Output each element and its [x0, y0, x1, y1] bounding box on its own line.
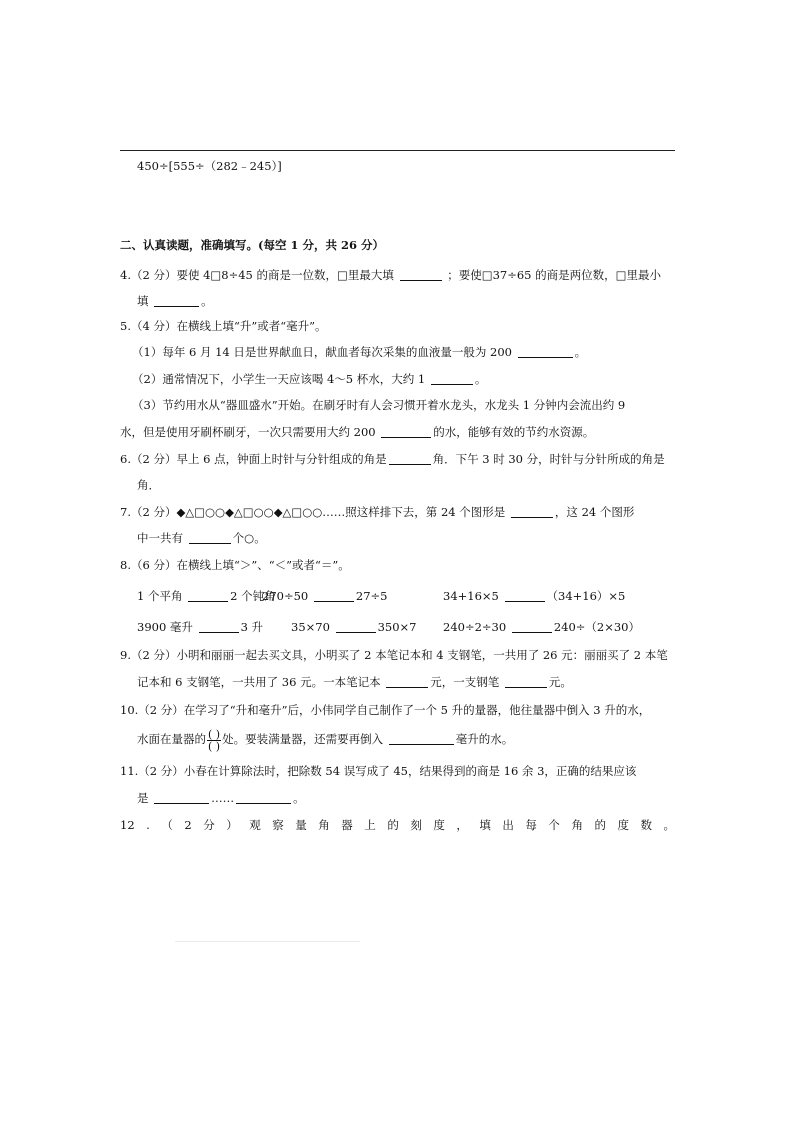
compare-left: 35×70: [291, 620, 330, 634]
q6-text-a: 6.（2 分）早上 6 点，钟面上时针与分针组成的角是: [120, 452, 387, 466]
question-7-line-1: [120, 504, 634, 520]
question-5-intro: 5.（4 分）在横线上填“升”或者“毫升”。: [120, 319, 327, 333]
top-expression: 450÷[555÷（282﹣245）]: [137, 159, 282, 173]
q12-char: 量: [295, 818, 307, 832]
q5-s1-text: （1）每年 6 月 14 日是世界献血日，献血者每次采集的血液量一般为 200: [132, 345, 512, 359]
fraction-blank[interactable]: [207, 729, 221, 752]
q12-char: 填: [479, 818, 491, 832]
q12-char: 察: [272, 818, 284, 832]
q12-char: 度: [617, 818, 629, 832]
q12-char: 度: [433, 818, 445, 832]
q9-text-b: 元，一支钢笔: [430, 675, 500, 689]
q12-char: 角: [318, 818, 330, 832]
q5-s1-end: 。: [574, 345, 587, 359]
answer-blank[interactable]: [389, 452, 431, 465]
q12-char: 。: [663, 818, 675, 832]
answer-blank[interactable]: [236, 791, 291, 804]
compare-item: [443, 588, 625, 604]
answer-blank[interactable]: [518, 345, 573, 358]
compare-left: 34+16×5: [443, 589, 499, 603]
question-10-line-1: 10.（2 分）在学习了“升和毫升”后，小伟同学自己制作了一个 5 升的量器，他往量器中倒入 3 升的水，: [120, 703, 651, 717]
answer-blank[interactable]: [381, 425, 431, 438]
q11-text-a: 是: [137, 791, 149, 805]
question-4-line-2: [137, 293, 213, 309]
q9-text-c: 元。: [548, 675, 572, 689]
q12-char: 每: [525, 818, 537, 832]
q12-char: 出: [502, 818, 514, 832]
question-4-line-1: [120, 267, 661, 283]
q4-text-d: 。: [201, 294, 213, 308]
q12-char: 刻: [410, 818, 422, 832]
section-title: 二、认真读题，准确填写。(每空 1 分，共 26 分）: [120, 238, 384, 252]
compare-left: 3900 毫升: [137, 620, 193, 634]
answer-blank[interactable]: [336, 620, 376, 633]
q9-text-a: 记本和 6 支钢笔，一共用了 36 元。一本笔记本: [137, 675, 381, 689]
answer-blank[interactable]: [314, 589, 354, 602]
compare-right: 3 升: [240, 620, 264, 634]
answer-blank[interactable]: [154, 791, 209, 804]
q7-text-d: 个○。: [232, 531, 266, 545]
compare-right: 350×7: [377, 620, 417, 634]
q12-char: ，: [456, 818, 468, 832]
q12-char: （: [161, 818, 173, 832]
answer-blank[interactable]: [431, 372, 473, 385]
question-5-sub-3: （3）节约用水从“器皿盛水”开始。在刷牙时有人会习惯开着水龙头，水龙头 1 分钟内会流出约 9: [132, 398, 626, 412]
q6-text-b: 角．下午 3 时 30 分，时针与分针所成的角是: [432, 452, 665, 466]
q5-s2-end: 。: [474, 372, 487, 386]
compare-item: [443, 619, 640, 635]
q7-text-b: ，这 24 个图形: [554, 505, 635, 519]
q12-char: 个: [548, 818, 560, 832]
q12-char: 的: [387, 818, 399, 832]
answer-blank[interactable]: [505, 589, 545, 602]
question-5-sub-1: [132, 344, 586, 360]
q12-char: .: [146, 818, 150, 832]
answer-blank[interactable]: [511, 505, 553, 518]
q10-text-b: 处。要装满量器，还需要再倒入: [222, 732, 384, 746]
q11-ellipsis: ……: [211, 791, 235, 805]
q10-text-c: 毫升的水。: [455, 732, 514, 746]
q5-s4-text: 水，但是使用牙刷杯刷牙，一次只需要用大约 200: [120, 425, 376, 439]
q12-char: 观: [249, 818, 261, 832]
q12-char: 2: [184, 818, 192, 832]
question-7-line-2: [137, 530, 266, 546]
q5-s4-end: 的水，能够有效的节约水资源。: [433, 425, 595, 439]
compare-left: 270÷50: [262, 589, 309, 603]
q12-char: ）: [226, 818, 238, 832]
header-rule: [120, 150, 675, 151]
question-5-sub-3-cont: [120, 424, 594, 440]
q12-char: 上: [364, 818, 376, 832]
q7-text-c: 中一共有: [137, 531, 183, 545]
compare-item: [137, 588, 276, 604]
q12-char: 数: [640, 818, 652, 832]
q5-s2-text: （2）通常情况下，小学生一天应该喝 4～5 杯水，大约 1: [132, 372, 426, 386]
compare-left: 240÷2÷30: [443, 620, 507, 634]
compare-right: （34+16）×5: [546, 589, 626, 603]
q12-char: 的: [594, 818, 606, 832]
fraction-denominator[interactable]: ( ): [208, 739, 221, 753]
question-6-line-1: [120, 451, 665, 467]
compare-right: 2 个钝角: [230, 589, 276, 603]
question-11-line-2: [137, 790, 305, 806]
q10-text-a: 水面在量器的: [137, 732, 206, 746]
answer-blank[interactable]: [389, 732, 454, 745]
question-11-line-1: 11.（2 分）小春在计算除法时，把除数 54 误写成了 45，结果得到的商是 16 余 3，正确的结果应该: [120, 764, 637, 778]
q12-char: 分: [203, 818, 215, 832]
q12-char: 12: [120, 818, 135, 832]
answer-blank[interactable]: [386, 675, 428, 688]
compare-item: [137, 619, 263, 635]
answer-blank[interactable]: [199, 620, 239, 633]
q12-char: 器: [341, 818, 353, 832]
answer-blank[interactable]: [512, 620, 552, 633]
answer-blank[interactable]: [154, 294, 199, 307]
compare-item: [262, 588, 387, 604]
question-12-line: [120, 817, 675, 833]
fraction-numerator[interactable]: ( ): [208, 727, 221, 741]
q4-text-a: 4.（2 分）要使 4□8÷45 的商是一位数，□里最大填: [120, 268, 394, 282]
q12-char: 角: [571, 818, 583, 832]
question-6-line-2: 角．: [137, 478, 160, 492]
question-5-sub-2: [132, 371, 486, 387]
answer-blank[interactable]: [188, 589, 228, 602]
question-9-line-2: [137, 674, 572, 690]
q7-text-a: 7.（2 分）◆△□○○◆△□○○◆△□○○……照这样排下去，第 24 个图形是: [120, 505, 506, 519]
answer-blank[interactable]: [505, 675, 547, 688]
compare-left: 1 个平角: [137, 589, 183, 603]
question-8-intro: 8.（6 分）在横线上填“＞”、“＜”或者“＝”。: [120, 558, 350, 572]
question-9-line-1: 9.（2 分）小明和丽丽一起去买文具，小明买了 2 本笔记本和 4 支钢笔，一共用了 26 元：丽丽买了 2 本笔: [120, 648, 668, 662]
faint-divider: [175, 941, 360, 942]
compare-right: 27÷5: [355, 589, 388, 603]
compare-item: [291, 619, 416, 635]
answer-blank[interactable]: [189, 531, 231, 544]
q4-text-b: ；要使□37÷65 的商是两位数，□里最小: [447, 268, 661, 282]
q11-text-c: 。: [293, 791, 305, 805]
q4-text-c: 填: [137, 294, 149, 308]
question-10-line-2: [137, 727, 513, 752]
answer-blank[interactable]: [400, 268, 442, 281]
compare-right: 240÷（2×30）: [553, 620, 640, 634]
